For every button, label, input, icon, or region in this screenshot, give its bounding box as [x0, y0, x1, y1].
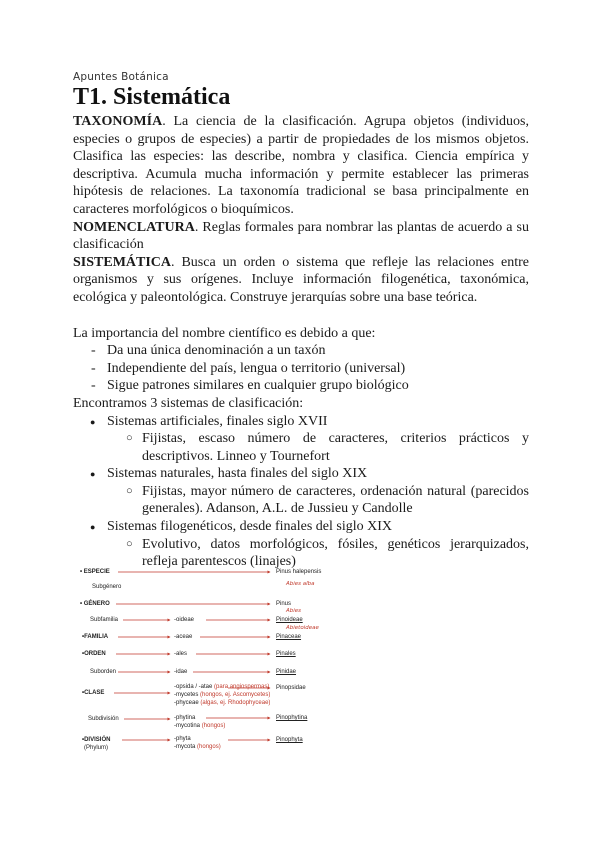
- suffix-division-1: -phyta: [174, 736, 191, 742]
- example-division: Pinophyta: [276, 737, 303, 743]
- example-genero-alt: Abies: [286, 608, 302, 614]
- rank-subdivision: Subdivisión: [88, 716, 119, 722]
- rank-genero: • GÉNERO: [80, 601, 110, 607]
- system-label: Sistemas artificiales, finales siglo XVII: [107, 413, 328, 429]
- rank-suborden: Suborden: [90, 669, 117, 675]
- nomenclatura-paragraph: [73, 219, 529, 254]
- suffix-clase-2: -mycetes (hongos, ej. Ascomycetes): [174, 692, 271, 698]
- sistematica-text: . Busca un orden o sistema que refleje las relaciones entre organismos y sus orígenes. Incluye información filogenética, taxonómica, ecológica y paleontológica. Construye jerarquías sobre una base teórica.: [73, 254, 529, 305]
- list-item: - Da una única denominación a un taxón: [91, 342, 529, 360]
- taxonomia-text: . La ciencia de la clasificación. Agrupa objetos (individuos, especies o grupos de especies) a partir de propiedades de los mismos objetos. Clasifica las especies: las describe, nombra y clasifica. Ciencia empírica y descriptiva. Acumula mucha información y permite establecer las primeras hipótesis de relaciones. La taxonomía tradicional se basa principalmente en caracteres morfológicos o bioquímicos.: [73, 114, 529, 217]
- systems-list: [73, 413, 529, 571]
- sistematica-paragraph: [73, 254, 529, 307]
- example-subdivision: Pinophytina: [276, 715, 308, 721]
- rank-subgenero: Subgénero: [92, 584, 122, 590]
- diagram-arrows: [78, 562, 368, 762]
- taxonomy-rank-diagram: [78, 562, 368, 762]
- system-detail: ○ Evolutivo, datos morfológicos, fósiles, genéticos jerarquizados, refleja parentescos (linajes): [126, 536, 529, 571]
- example-genero: Pinus: [276, 601, 292, 607]
- list-item: [90, 465, 529, 518]
- suffix-division-2: -mycota (hongos): [174, 744, 221, 750]
- rank-division-phylum: (Phylum): [84, 745, 109, 751]
- rank-orden: •ORDEN: [82, 651, 106, 657]
- document-body: [73, 113, 529, 571]
- rank-subfamilia: Subfamilia: [90, 617, 119, 623]
- suffix-subdivision-1: -phytina: [174, 715, 196, 721]
- systems-intro: Encontramos 3 sistemas de clasificación:: [73, 395, 304, 411]
- list-item: - Sigue patrones similares en cualquier grupo biológico: [91, 377, 529, 395]
- suffix-subfamilia: -oideae: [174, 617, 195, 623]
- example-clase: Pinopsidae: [276, 685, 306, 691]
- example-subfamilia-alt: Abietoideae: [286, 625, 319, 631]
- system-detail: ○ Fijistas, mayor número de caracteres, ordenación natural (parecidos generales). Adanson, A.L. de Jussieu y Candolle: [126, 483, 529, 518]
- system-label: Sistemas naturales, hasta finales del siglo XIX: [107, 466, 368, 482]
- nomenclatura-text: . Reglas formales para nombrar las plantas de acuerdo a su clasificación: [73, 219, 529, 253]
- example-especie-alt: Abies alba: [286, 581, 315, 587]
- sistematica-term: SISTEMÁTICA: [73, 254, 172, 270]
- list-item: [90, 413, 529, 466]
- rank-division: •DIVISIÓN: [82, 737, 111, 743]
- suffix-familia: -aceae: [174, 634, 193, 640]
- taxonomia-paragraph: [73, 113, 529, 219]
- example-subfamilia: Pinoideae: [276, 617, 303, 623]
- nomenclatura-term: NOMENCLATURA: [73, 219, 195, 235]
- system-label: Sistemas filogenéticos, desde finales del siglo XIX: [107, 519, 392, 535]
- example-familia: Pinaceae: [276, 634, 302, 640]
- example-suborden: Pinidae: [276, 669, 297, 675]
- example-especie: Pinus halepensis: [276, 569, 322, 575]
- running-header: Apuntes Botánica: [73, 71, 169, 83]
- importance-list: [73, 342, 529, 395]
- suffix-orden: -ales: [174, 651, 188, 657]
- system-detail: ○ Fijistas, escaso número de caracteres, criterios prácticos y descriptivos. Linneo y Tournefort: [126, 430, 529, 465]
- importance-intro: La importancia del nombre científico es debido a que:: [73, 325, 376, 341]
- page-title: T1. Sistemática: [73, 84, 231, 110]
- suffix-subdivision-2: -mycotina (hongos): [174, 723, 226, 729]
- suffix-suborden: -idae: [174, 669, 188, 675]
- rank-especie: • ESPECIE: [80, 569, 110, 575]
- taxonomia-term: TAXONOMÍA: [73, 114, 163, 129]
- example-orden: Pinales: [276, 651, 296, 657]
- suffix-clase-3: -phyceae (algas, ej. Rhodophyceae): [174, 700, 271, 706]
- list-item: - Independiente del país, lengua o territorio (universal): [91, 360, 529, 378]
- suffix-clase-1: -opsida / -atae (para angiospermas): [174, 684, 270, 690]
- rank-clase: •CLASE: [82, 690, 105, 696]
- rank-familia: •FAMILIA: [82, 634, 109, 640]
